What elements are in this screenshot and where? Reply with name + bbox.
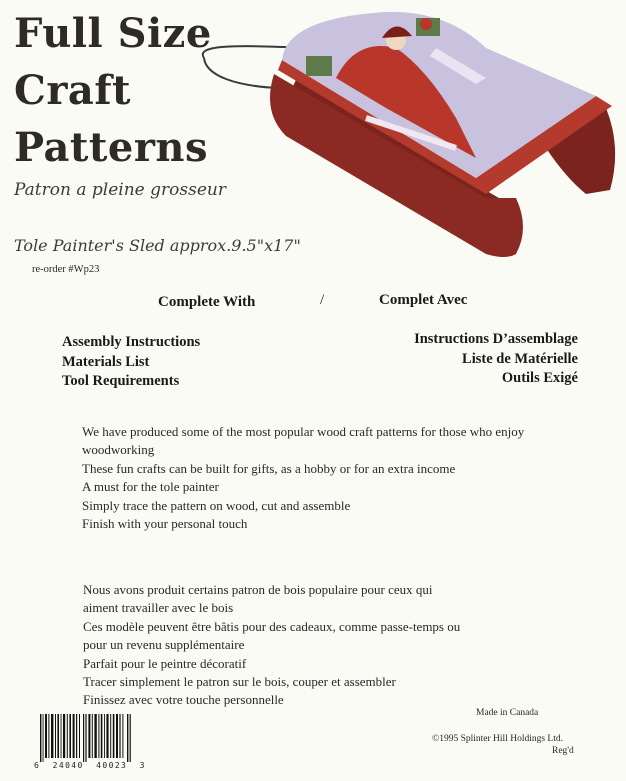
heading-separator: / (320, 292, 325, 308)
description-line: Tracer simplement le patron sur le bois, couper et assembler (83, 674, 396, 690)
complet-avec-heading: Complet Avec (379, 292, 468, 308)
description-line: Finissez avec votre touche personnelle (83, 692, 284, 708)
copyright-notice: ©1995 Splinter Hill Holdings Ltd. (432, 734, 563, 744)
reorder-number: re-order #Wp23 (32, 264, 100, 275)
barcode-number: 6 24040 40023 3 (34, 761, 146, 770)
product-name: Tole Painter's Sled approx.9.5"x17" (14, 236, 301, 255)
includes-item: Liste de Matérielle (462, 350, 578, 367)
description-line: woodworking (82, 442, 155, 458)
subtitle-french: Patron a pleine grosseur (14, 180, 226, 200)
description-line: Simply trace the pattern on wood, cut and assemble (82, 497, 351, 513)
complete-with-heading: Complete With (158, 294, 256, 310)
includes-item: Tool Requirements (62, 373, 180, 389)
includes-item: Outils Exigé (501, 370, 578, 386)
description-line: Nous avons produit certains patron de bois populaire pour ceux qui (83, 582, 433, 597)
title-line-3: Patterns (14, 124, 208, 171)
description-line: These fun crafts can be built for gifts, as a hobby or for an extra income (82, 460, 456, 476)
description-line: We have produced some of the most popular wood craft patterns for those who enjoy (82, 424, 525, 439)
includes-list-english (62, 333, 200, 392)
description-line: Parfait pour le peintre décoratif (83, 655, 247, 671)
description-line: Finish with your personal touch (82, 516, 248, 532)
includes-item: Materials List (62, 353, 150, 370)
title-line-1: Full Size (14, 10, 212, 57)
description-line: pour un revenu supplémentaire (83, 637, 245, 653)
description-line: Ces modèle peuvent être bâtis pour des cadeaux, comme passe-temps ou (83, 618, 461, 634)
description-french (83, 581, 583, 710)
sled-photo (186, 8, 626, 258)
registered-mark: Reg'd (552, 746, 574, 756)
includes-item: Assembly Instructions (62, 334, 201, 350)
description-english (82, 423, 602, 533)
description-line: aiment travailler avec le bois (83, 600, 234, 616)
made-in-canada: Made in Canada (476, 708, 539, 718)
includes-list-french (414, 330, 578, 389)
includes-item: Instructions D’assemblage (414, 331, 578, 347)
title-line-2: Craft (14, 67, 132, 114)
description-line: A must for the tole painter (82, 479, 219, 495)
